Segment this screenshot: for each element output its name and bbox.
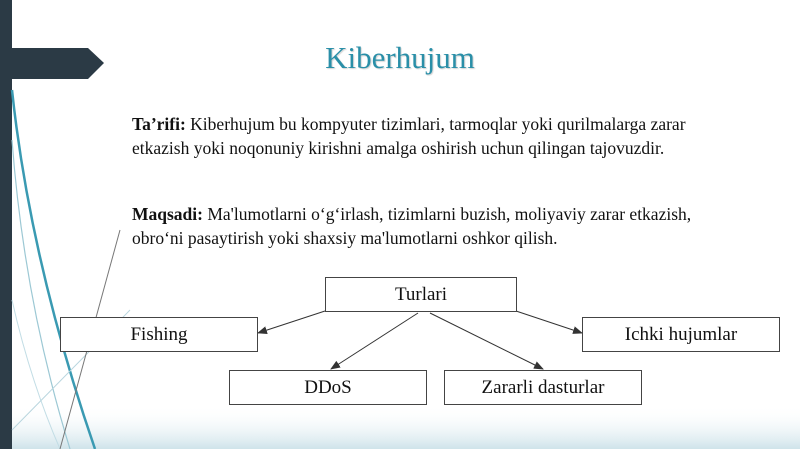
node-fishing: Fishing: [60, 317, 258, 352]
definition-text: Kiberhujum bu kompyuter tizimlari, tarmoqlar yoki qurilmalarga zarar etkazish yoki noqonuniy kirishni amalga oshirish uchun qilingan tajovuzdir.: [132, 114, 686, 158]
definition-paragraph: [132, 112, 702, 160]
thin-stripe: [12, 140, 70, 449]
bottom-gradient: [0, 405, 800, 449]
node-turlari: Turlari: [325, 277, 517, 312]
purpose-paragraph: [132, 202, 702, 250]
node-ichki-hujumlar: Ichki hujumlar: [582, 317, 780, 352]
purpose-text: Ma'lumotlarni o‘g‘irlash, tizimlarni buzish, moliyaviy zarar etkazish, obro‘ni pasaytirish yoki shaxsiy ma'lumotlarni oshkor qilish.: [132, 204, 692, 248]
teal-stripe: [12, 90, 95, 449]
purpose-label: Maqsadi:: [132, 204, 203, 224]
slide-title: Kiberhujum: [325, 40, 475, 75]
definition-label: Ta’rifi:: [132, 114, 186, 134]
node-ddos: DDoS: [229, 370, 427, 405]
node-zararli-dasturlar: Zararli dasturlar: [444, 370, 642, 405]
